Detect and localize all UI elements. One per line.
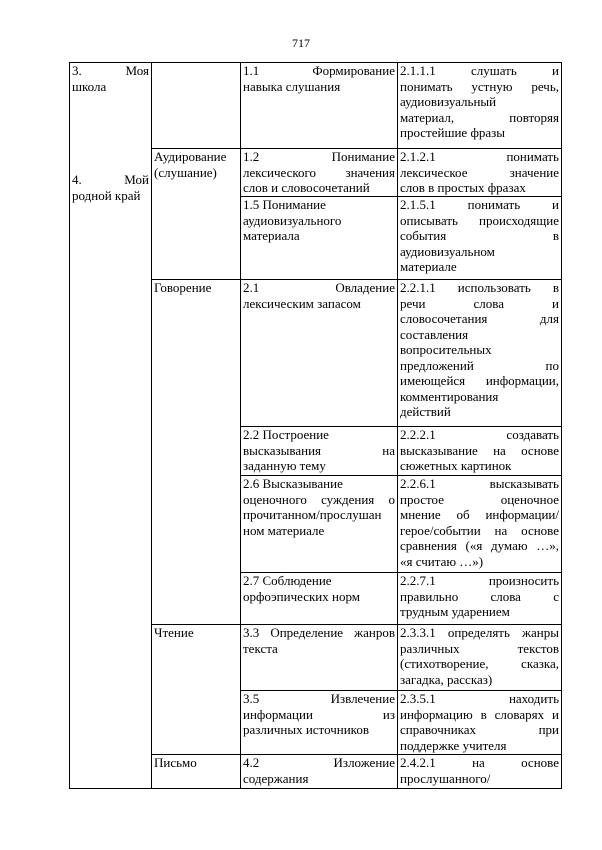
- outcome-line: 2.2.6.1 высказывать: [400, 476, 559, 491]
- outcome-line: 2.3.3.1 определять жанры: [400, 625, 559, 640]
- activity-line: Чтение: [154, 625, 194, 640]
- outcome-line: материале: [400, 259, 457, 274]
- outcome-cell: [398, 197, 562, 280]
- topic-4-line-1: 4. Мой: [72, 172, 149, 187]
- outcome-cell: [398, 691, 562, 755]
- skill-line: содержания: [243, 770, 309, 786]
- outcome-line: 2.2.2.1 создавать: [400, 427, 559, 442]
- outcome-line: имеющейся информации,: [400, 373, 559, 388]
- outcome-line: 2.2.1.1 использовать в: [400, 280, 559, 295]
- activity-cell: [152, 149, 241, 280]
- skill-line: лексическим запасом: [243, 295, 361, 311]
- skill-cell: [241, 755, 398, 789]
- skill-line: 3.5 Извлечение: [243, 691, 395, 706]
- outcome-line: комментирования: [400, 388, 499, 404]
- skill-line: 1.2 Понимание: [243, 149, 395, 164]
- skill-cell: [241, 280, 398, 427]
- topic-4-line-2: родной край: [72, 187, 141, 203]
- skill-cell: [241, 476, 398, 573]
- skill-line: 2.2 Построение: [243, 427, 329, 442]
- skill-line: различных источников: [243, 722, 369, 737]
- activity-line: Аудирование: [154, 149, 227, 164]
- skill-line: высказывания на: [243, 442, 395, 458]
- outcome-line: сравнения («я думаю …»,: [400, 538, 559, 553]
- outcome-cell: [398, 63, 562, 149]
- outcome-line: предложений по: [400, 357, 559, 373]
- outcome-cell: [398, 476, 562, 573]
- skill-line: 2.7 Соблюдение: [243, 573, 332, 588]
- activity-line: Говорение: [154, 280, 212, 295]
- outcome-line: слов в простых фразах: [400, 180, 526, 195]
- curriculum-table: [69, 62, 562, 789]
- outcome-line: поддержке учителя: [400, 737, 507, 753]
- activity-cell: [152, 280, 241, 625]
- outcome-line: материал, повторяя: [400, 109, 559, 125]
- outcome-line: 2.2.7.1 произносить: [400, 573, 559, 588]
- skill-line: 1.1 Формирование: [243, 63, 395, 78]
- topic-3-line-2: школа: [72, 78, 107, 94]
- topic-3-line-1: 3. Моя: [72, 63, 149, 78]
- skill-line: 3.3 Определение жанров: [243, 625, 395, 640]
- skill-line: заданную тему: [243, 458, 326, 473]
- outcome-cell: [398, 625, 562, 691]
- outcome-line: информацию в словарях и: [400, 706, 559, 722]
- skill-line: оценочного суждения о: [243, 491, 395, 507]
- skill-line: слов и словосочетаний: [243, 180, 370, 195]
- skill-line: лексического значения: [243, 164, 395, 180]
- activity-line: Письмо: [154, 755, 197, 770]
- outcome-cell: [398, 755, 562, 789]
- outcome-line: справочниках при: [400, 722, 559, 737]
- skill-line: аудиовизуального: [243, 212, 342, 228]
- activity-empty-cell: [152, 63, 241, 149]
- skill-line: прочитанном/прослушан: [243, 507, 382, 522]
- skill-line: текста: [243, 640, 278, 656]
- outcome-line: аудиовизуальном: [400, 243, 495, 259]
- skill-line: 4.2 Изложение: [243, 755, 395, 770]
- skill-cell: [241, 197, 398, 280]
- skill-line: 1.5 Понимание: [243, 197, 326, 212]
- skill-line: 2.6 Высказывание: [243, 476, 343, 491]
- outcome-line: трудным ударением: [400, 604, 510, 619]
- skill-line: информации из: [243, 706, 395, 722]
- outcome-line: простое оценочное: [400, 491, 559, 507]
- topic-cell: [70, 63, 152, 789]
- outcome-cell: [398, 573, 562, 625]
- skill-line: 2.1 Овладение: [243, 280, 395, 295]
- outcome-line: 2.1.5.1 понимать и: [400, 197, 559, 212]
- outcome-line: «я считаю …»): [400, 553, 484, 569]
- topic-spacer: [72, 94, 149, 172]
- activity-cell: [152, 625, 241, 755]
- outcome-line: вопросительных: [400, 342, 492, 357]
- outcome-line: события в: [400, 228, 559, 243]
- outcome-line: аудиовизуальный: [400, 94, 497, 109]
- outcome-line: действий: [400, 404, 451, 419]
- outcome-line: лексическое значение: [400, 164, 559, 180]
- skill-cell: [241, 573, 398, 625]
- table-row: [70, 63, 562, 149]
- outcome-line: словосочетания для: [400, 311, 559, 326]
- outcome-cell: [398, 149, 562, 197]
- outcome-line: составления: [400, 326, 469, 342]
- outcome-line: речи слова и: [400, 295, 559, 311]
- skill-cell: [241, 427, 398, 476]
- outcome-line: простейшие фразы: [400, 125, 506, 140]
- activity-cell: [152, 755, 241, 789]
- skill-cell: [241, 625, 398, 691]
- outcome-line: правильно слова с: [400, 588, 559, 604]
- outcome-line: сюжетных картинок: [400, 458, 512, 473]
- outcome-line: прослушанного/: [400, 770, 491, 786]
- outcome-line: 2.1.2.1 понимать: [400, 149, 559, 164]
- outcome-line: загадка, рассказ): [400, 671, 493, 687]
- outcome-line: мнение об информации/: [400, 507, 559, 522]
- skill-cell: [241, 63, 398, 149]
- outcome-line: 2.4.2.1 на основе: [400, 755, 559, 770]
- outcome-line: (стихотворение, сказка,: [400, 656, 559, 671]
- outcome-cell: [398, 280, 562, 427]
- page-number: 717: [292, 36, 310, 50]
- outcome-cell: [398, 427, 562, 476]
- outcome-line: 2.1.1.1 слушать и: [400, 63, 559, 78]
- skill-cell: [241, 149, 398, 197]
- outcome-line: герое/событии на основе: [400, 522, 559, 538]
- skill-line: орфоэпических норм: [243, 588, 360, 604]
- activity-line: (слушание): [154, 164, 217, 180]
- skill-cell: [241, 691, 398, 755]
- skill-line: навыка слушания: [243, 78, 341, 94]
- outcome-line: различных текстов: [400, 640, 559, 656]
- outcome-line: понимать устную речь,: [400, 78, 559, 94]
- skill-line: материала: [243, 228, 300, 243]
- outcome-line: описывать происходящие: [400, 212, 559, 228]
- outcome-line: 2.3.5.1 находить: [400, 691, 559, 706]
- outcome-line: высказывание на основе: [400, 442, 559, 458]
- skill-line: ном материале: [243, 522, 325, 538]
